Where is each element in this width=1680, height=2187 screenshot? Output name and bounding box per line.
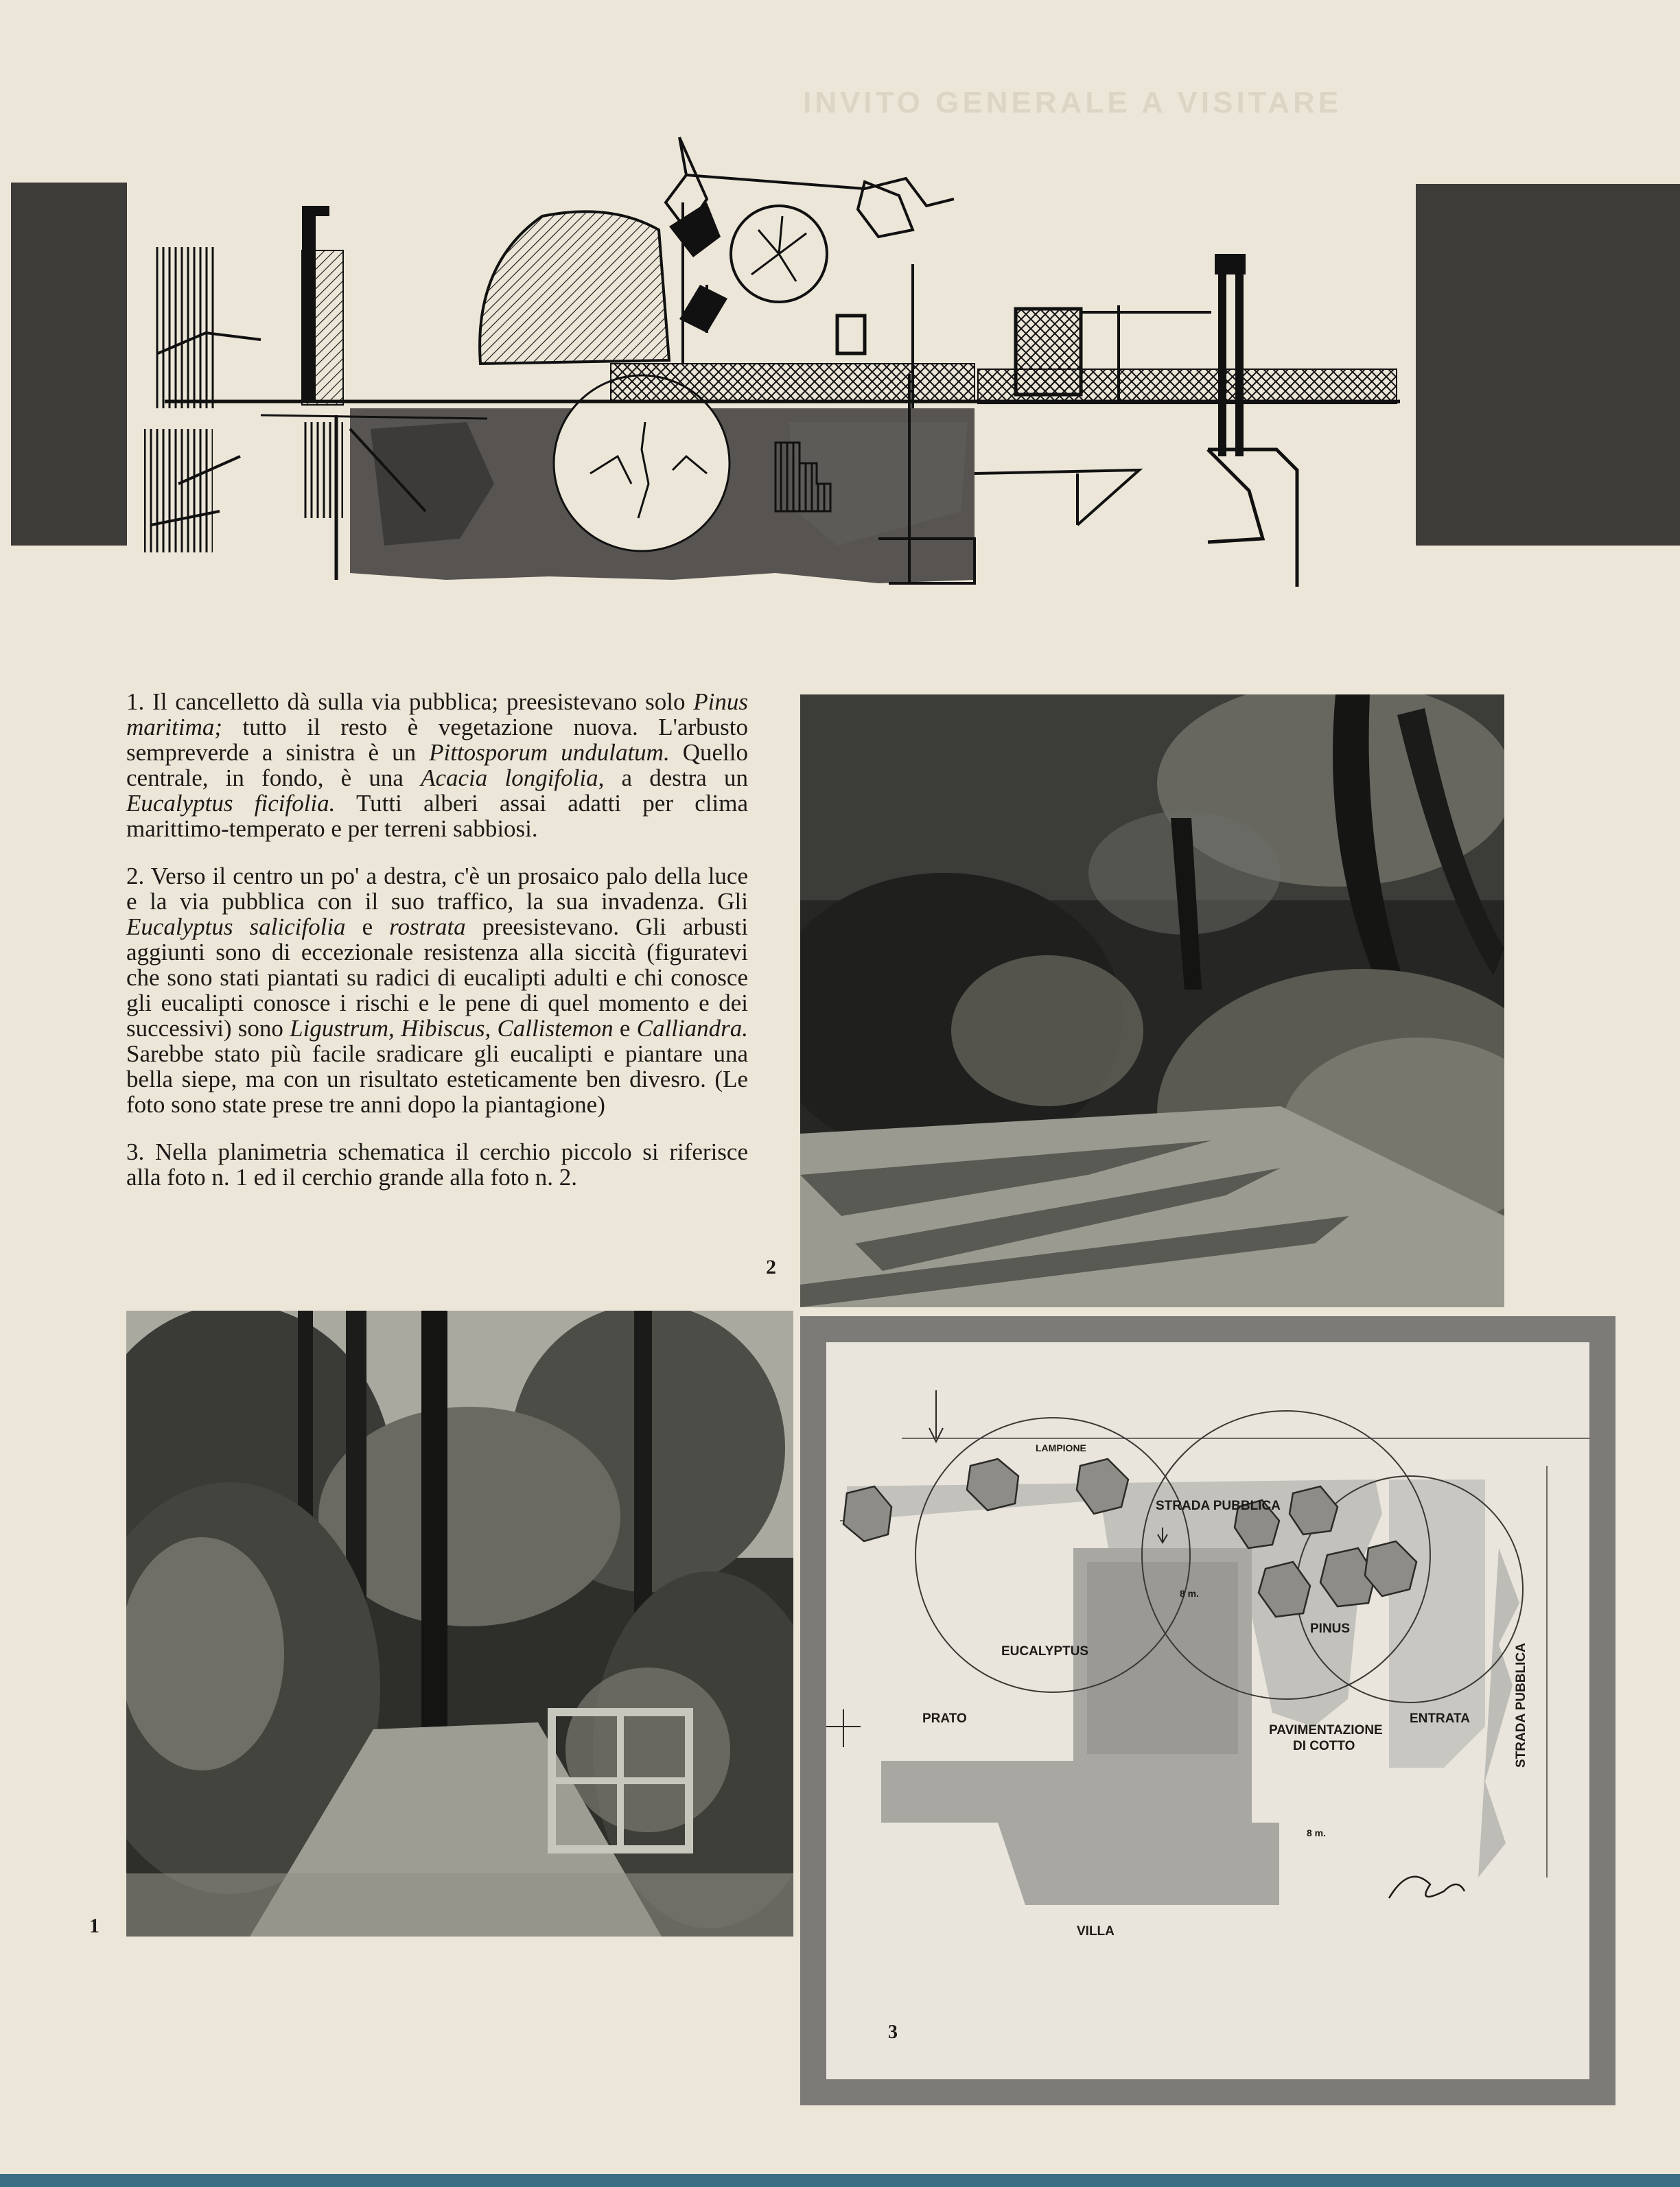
show-through-heading: INVITO GENERALE A VISITARE bbox=[803, 86, 1342, 119]
species-name: Pinus maritima; bbox=[126, 688, 748, 740]
label-strada-pubblica-right: STRADA PUBBLICA bbox=[1514, 1643, 1528, 1768]
caption-2 bbox=[126, 863, 748, 1117]
species-name: Acacia longifolia, bbox=[421, 764, 605, 791]
caption-1-text: Quello centrale, in fondo, è una bbox=[126, 739, 748, 791]
right-dark-block bbox=[1416, 184, 1680, 546]
label-eucalyptus: EUCALYPTUS bbox=[1001, 1644, 1089, 1659]
label-pavimentazione: PAVIMENTAZIONE bbox=[1269, 1723, 1383, 1738]
label-prato: PRATO bbox=[922, 1711, 967, 1726]
left-dark-block bbox=[11, 183, 127, 546]
label-entrata: ENTRATA bbox=[1410, 1711, 1470, 1726]
figure-number-2: 2 bbox=[766, 1256, 776, 1278]
label-strada-pubblica-top: STRADA PUBBLICA bbox=[1156, 1499, 1281, 1513]
species-name: Eucalyptus salicifolia bbox=[126, 913, 346, 940]
caption-1-text: a destra un bbox=[604, 764, 748, 791]
caption-2-number: 2. bbox=[126, 863, 145, 889]
caption-2-text: Sarebbe stato più facile sradicare gli eucalipti e piantare una bella siepe, ma con un risultato esteticamente ben divesro. (Le foto sono state prese tre anni dopo la piantagione) bbox=[126, 1040, 748, 1118]
caption-3-number: 3. bbox=[126, 1138, 145, 1165]
caption-2-text: Verso il centro un po' a destra, c'è un prosaico palo della luce e la via pubblica con il suo traffico, la sua invadenza. Gli bbox=[126, 863, 748, 915]
site-plan-frame bbox=[800, 1316, 1615, 2105]
caption-1-number: 1. bbox=[126, 688, 145, 715]
caption-1-text: Il cancelletto dà sulla via pubblica; preesistevano solo bbox=[144, 688, 694, 715]
caption-1 bbox=[126, 689, 748, 841]
caption-3-text: Nella planimetria schematica il cerchio piccolo si riferisce alla foto n. 1 ed il cerchio grande alla foto n. 2. bbox=[126, 1138, 748, 1191]
figure-number-1: 1 bbox=[89, 1915, 100, 1937]
caption-1-text: Tutti alberi assai adatti per clima marittimo-temperato e per terreni sabbiosi. bbox=[126, 790, 748, 842]
species-name: rostrata bbox=[389, 913, 466, 940]
caption-3 bbox=[126, 1139, 748, 1190]
caption-column bbox=[126, 689, 748, 1212]
label-lampione: LAMPIONE bbox=[1036, 1442, 1086, 1453]
species-name: Pittosporum undulatum. bbox=[429, 739, 670, 766]
label-distance-2: 8 m. bbox=[1307, 1827, 1327, 1838]
bottom-rule bbox=[0, 2174, 1680, 2187]
caption-2-text: e bbox=[613, 1015, 637, 1042]
caption-1-text: tutto il resto è vegetazione nuova. L'arbusto sempreverde a sinistra è un bbox=[126, 714, 748, 766]
label-pinus: PINUS bbox=[1310, 1622, 1351, 1636]
figure-number-3: 3 bbox=[888, 2022, 898, 2043]
photo-2-eucalyptus-path bbox=[800, 694, 1504, 1307]
label-villa: VILLA bbox=[1077, 1924, 1115, 1939]
site-plan-drawing bbox=[826, 1342, 1589, 2079]
label-di-cotto: DI COTTO bbox=[1293, 1739, 1355, 1753]
species-name: Ligustrum, Hibiscus, Callistemon bbox=[290, 1015, 614, 1042]
garden-ink-sketch bbox=[137, 127, 1407, 594]
caption-2-text: e bbox=[345, 913, 390, 940]
site-plan bbox=[826, 1342, 1589, 2079]
species-name: Calliandra. bbox=[636, 1015, 748, 1042]
caption-2-text: preesistevano. Gli arbusti aggiunti sono di eccezionale resistenza alla siccità (figuratevi che sono stati piantati su radici di eucalipti adulti e chi conosce gli eucalipti conosce i rischi e le pene di quel momento e dei successivi) sono bbox=[126, 913, 748, 1042]
species-name: Eucalyptus ficifolia. bbox=[126, 790, 336, 817]
photo-1-garden-gate bbox=[126, 1311, 793, 1937]
label-distance-1: 8 m. bbox=[1180, 1588, 1200, 1599]
